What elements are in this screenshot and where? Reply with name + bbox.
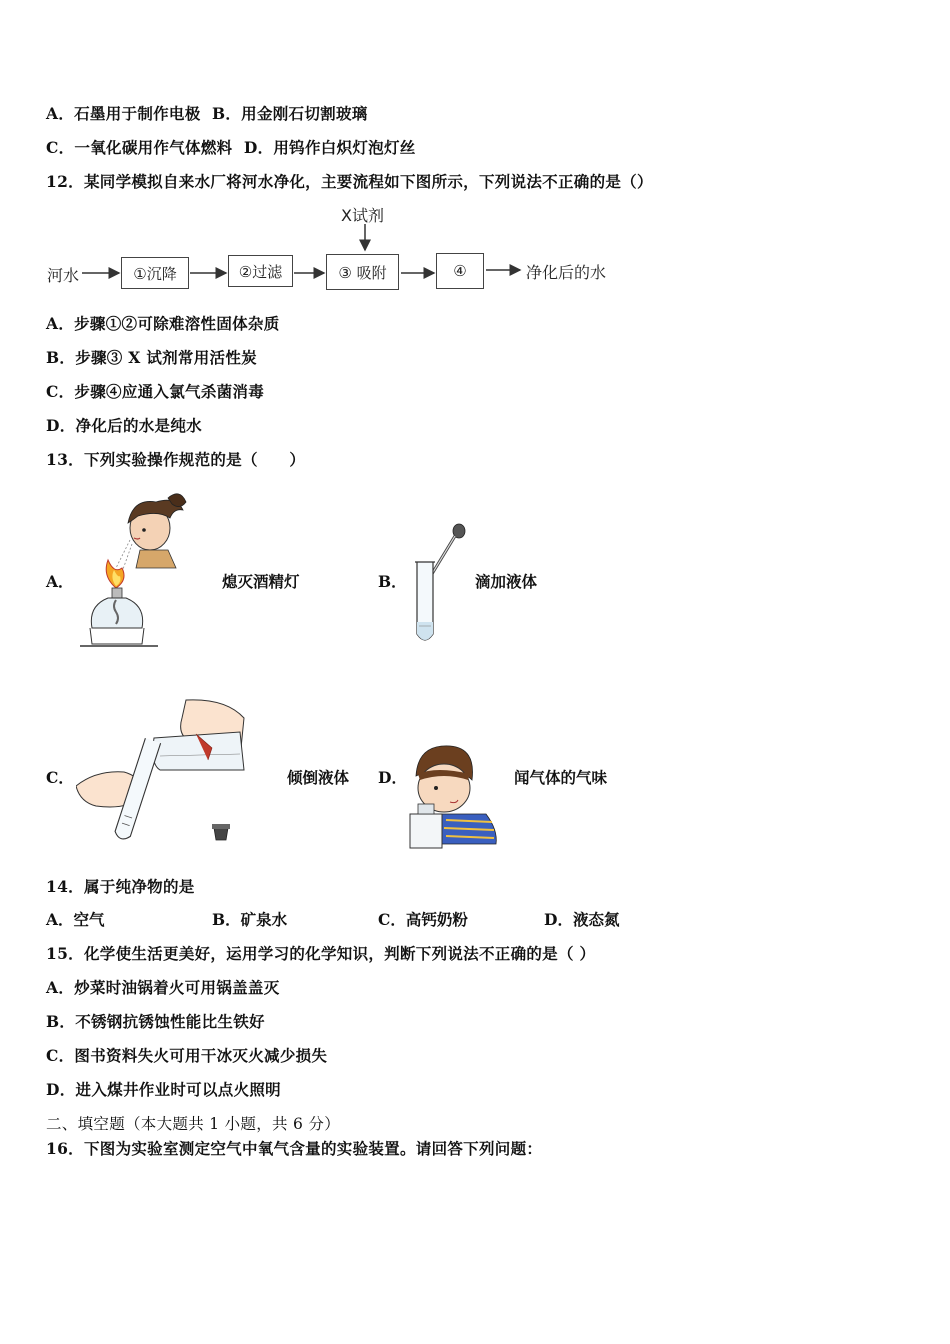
q13-stem: 13．下列实验操作规范的是（ ） — [46, 450, 306, 469]
q13-option-d-caption: 闻气体的气味 — [514, 768, 608, 787]
q15-stem: 15．化学使生活更美好，运用学习的化学知识，判断下列说法不正确的是（ ） — [46, 944, 596, 963]
alcohol-lamp-blowing-figure — [78, 488, 188, 653]
q13-option-a-caption: 熄灭酒精灯 — [222, 572, 300, 591]
q15-option-b: B．不锈钢抗锈蚀性能比生铁好 — [46, 1012, 265, 1031]
q11-option-c: C．一氧化碳用作气体燃料 — [46, 138, 233, 157]
q13-option-c-label: C． — [46, 768, 74, 787]
flow-step-4: ④ — [436, 253, 484, 289]
smelling-gas-figure — [406, 740, 500, 850]
q14-option-d: D．液态氮 — [544, 910, 620, 929]
flow-result: 净化后的水 — [526, 263, 607, 282]
q15-option-d: D．进入煤井作业时可以点火照明 — [46, 1080, 281, 1099]
q13-option-b-label: B． — [378, 572, 407, 591]
dropper-testtube-figure — [405, 522, 475, 650]
q14-option-a: A．空气 — [46, 910, 105, 929]
q14-option-c: C．高钙奶粉 — [378, 910, 468, 929]
q11-option-d: D．用钨作白炽灯泡灯丝 — [243, 138, 416, 157]
q12-option-d: D．净化后的水是纯水 — [46, 416, 202, 435]
flow-step-1: ①沉降 — [121, 257, 189, 289]
flow-step-3: ③ 吸附 — [326, 254, 399, 290]
q12-option-b: B．步骤③ X 试剂常用活性炭 — [46, 348, 257, 367]
q14-stem: 14．属于纯净物的是 — [46, 877, 195, 896]
q12-option-a: A．步骤①②可除难溶性固体杂质 — [46, 314, 280, 333]
q13-option-a-label: A． — [46, 572, 74, 591]
q13-option-b-caption: 滴加液体 — [475, 572, 538, 591]
q12-stem: 12．某同学模拟自来水厂将河水净化，主要流程如下图所示，下列说法不正确的是（） — [46, 172, 653, 191]
q13-option-d-label: D． — [378, 768, 407, 787]
section-2-title: 二、填空题（本大题共 1 小题，共 6 分） — [46, 1115, 341, 1133]
q14-option-b: B．矿泉水 — [212, 910, 288, 929]
q16-stem: 16．下图为实验室测定空气中氧气含量的实验装置。请回答下列问题： — [46, 1139, 543, 1158]
flow-source: 河水 — [47, 266, 80, 285]
q13-option-c-caption: 倾倒液体 — [287, 768, 350, 787]
q11-option-b: B．用金刚石切割玻璃 — [211, 104, 368, 123]
flow-step-2: ②过滤 — [228, 255, 293, 287]
q15-option-a: A．炒菜时油锅着火可用锅盖盖灭 — [46, 978, 280, 997]
q15-option-c: C．图书资料失火可用干冰灭火减少损失 — [46, 1046, 328, 1065]
pouring-liquid-figure — [76, 698, 252, 846]
q12-option-c: C．步骤④应通入氯气杀菌消毒 — [46, 382, 265, 401]
flow-reagent: X试剂 — [341, 206, 384, 225]
q11-option-a: A．石墨用于制作电极 — [46, 104, 201, 123]
